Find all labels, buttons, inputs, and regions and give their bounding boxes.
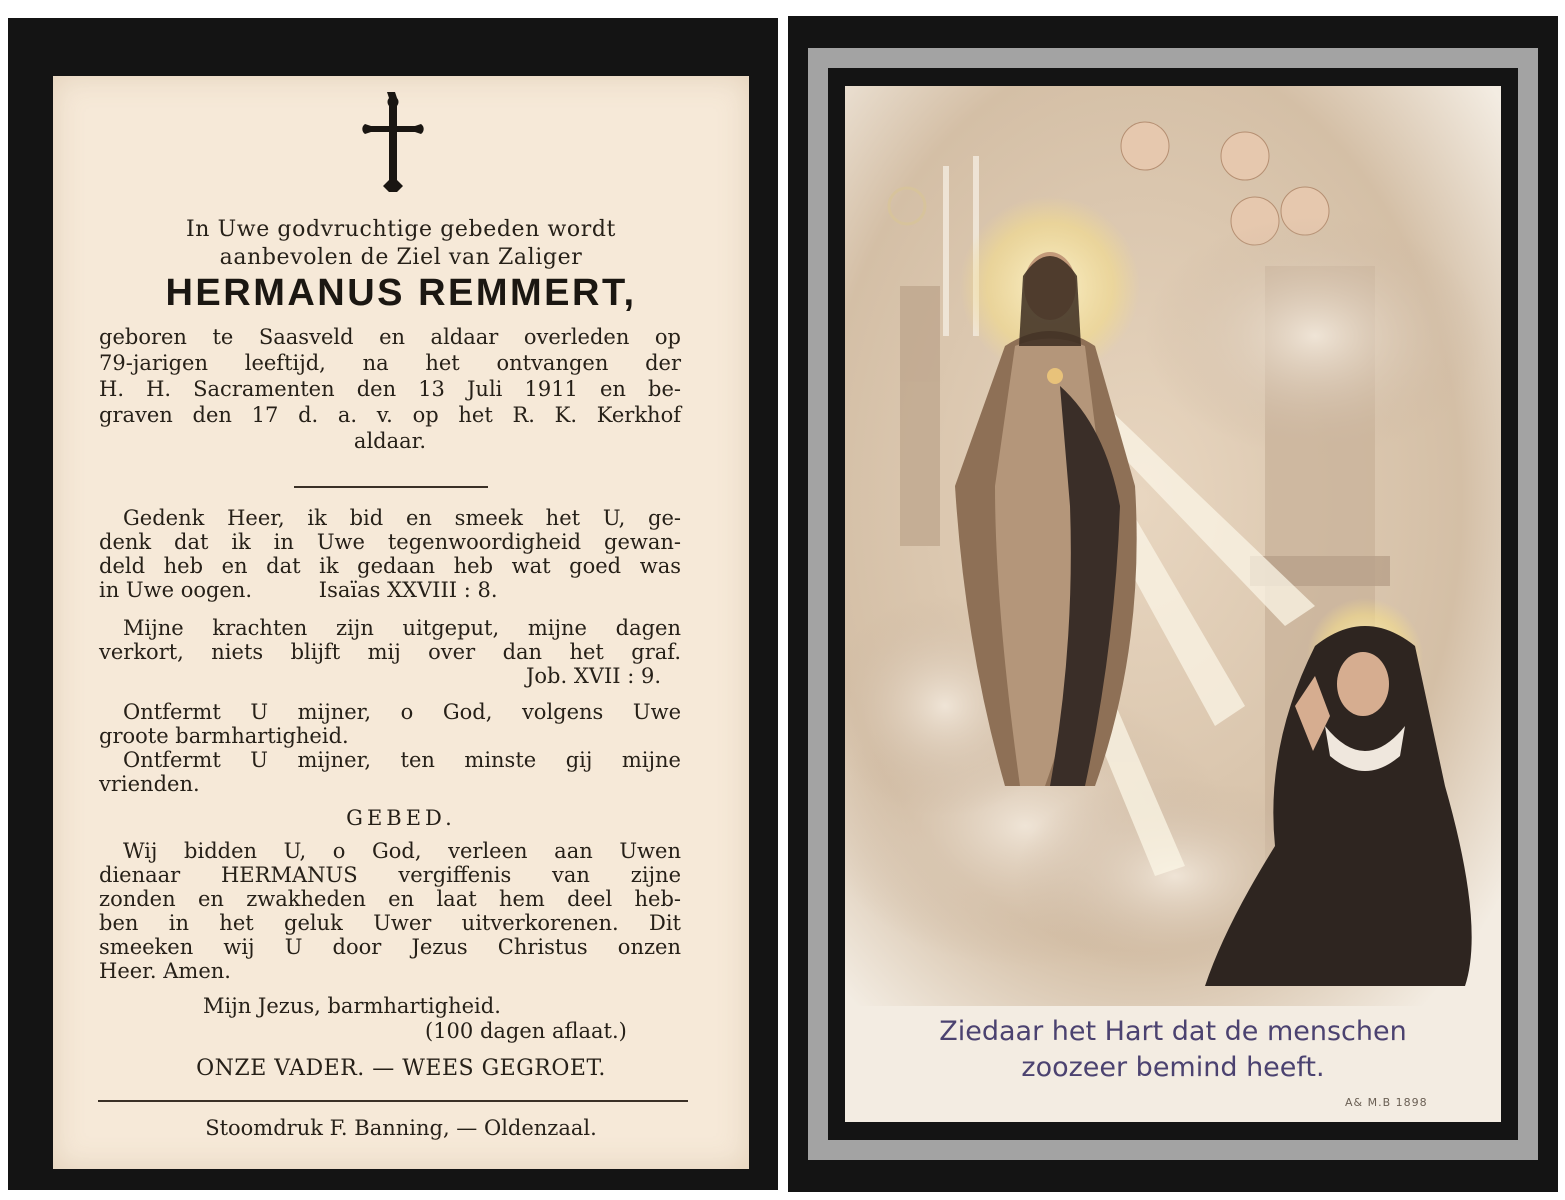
printer-credit: Stoomdruk F. Banning, — Oldenzaal. bbox=[205, 1116, 597, 1140]
caption-line: Ziedaar het Hart dat de menschen bbox=[939, 1016, 1407, 1047]
memorial-card-paper bbox=[53, 76, 749, 1169]
prayer-line: Wij bidden U, o God, verleen aan Uwen bbox=[123, 839, 681, 863]
prayer-line: dienaar HERMANUS vergiffenis van zijne bbox=[99, 863, 681, 887]
bio-line: graven den 17 d. a. v. op het R. K. Kerkhof bbox=[99, 403, 681, 427]
mercy-verses bbox=[99, 700, 681, 796]
prayer-line: zonden en zwakheden en laat hem deel heb- bbox=[99, 887, 681, 911]
devotional-image bbox=[845, 86, 1501, 1122]
sacred-heart-illustration bbox=[845, 86, 1501, 1006]
closing-invocation: Mijn Jezus, barmhartigheid. bbox=[203, 994, 501, 1018]
closing-prayers: ONZE VADER. — WEES GEGROET. bbox=[196, 1056, 606, 1081]
biography bbox=[99, 324, 681, 454]
memorial-card bbox=[8, 18, 778, 1190]
scripture-verse-isaiah bbox=[99, 506, 681, 602]
scripture-verse-job bbox=[99, 616, 681, 688]
verse-reference: Job. XVII : 9. bbox=[525, 664, 661, 688]
intro-line: aanbevolen de Ziel van Zaliger bbox=[219, 245, 583, 270]
publisher-mark: A& M.B 1898 bbox=[1345, 1096, 1428, 1109]
prayer-heading: GEBED. bbox=[346, 806, 456, 830]
verse-line: vrienden. bbox=[99, 772, 200, 796]
black-border bbox=[828, 68, 1518, 1140]
caption-line: zoozeer bemind heeft. bbox=[1021, 1052, 1325, 1083]
verse-line: Ontfermt U mijner, ten minste gij mijne bbox=[123, 748, 681, 772]
verse-line: denk dat ik in Uwe tegenwoordigheid gewan- bbox=[99, 530, 681, 554]
picture-card bbox=[788, 16, 1558, 1192]
divider bbox=[98, 1100, 688, 1102]
verse-line: in Uwe oogen. Isaïas XXVIII : 8. bbox=[99, 578, 498, 602]
prayer-line: smeeken wij U door Jezus Christus onzen bbox=[99, 935, 681, 959]
verse-line: Gedenk Heer, ik bid en smeek het U, ge- bbox=[123, 506, 681, 530]
verse-line: verkort, niets blijft mij over dan het graf. bbox=[99, 640, 681, 664]
prayer-text bbox=[99, 839, 681, 983]
bio-line: aldaar. bbox=[353, 429, 427, 453]
verse-line: groote barmhartigheid. bbox=[99, 724, 349, 748]
prayer-line: ben in het geluk Uwer uitverkorenen. Dit bbox=[99, 911, 681, 935]
cross-icon bbox=[356, 90, 426, 200]
verse-line: Mijne krachten zijn uitgeput, mijne dagen bbox=[123, 616, 681, 640]
prayer-line: Heer. Amen. bbox=[99, 959, 231, 983]
intro-text bbox=[113, 216, 689, 272]
bio-line: H. H. Sacramenten den 13 Juli 1911 en be- bbox=[99, 377, 681, 401]
bio-line: geboren te Saasveld en aldaar overleden op bbox=[99, 325, 681, 349]
silver-border bbox=[808, 48, 1538, 1160]
indulgence-note: (100 dagen aflaat.) bbox=[425, 1019, 627, 1043]
verse-line: deld heb en dat ik gedaan heb wat goed was bbox=[99, 554, 681, 578]
bio-line: 79-jarigen leeftijd, na het ontvangen der bbox=[99, 351, 681, 375]
intro-line: In Uwe godvruchtige gebeden wordt bbox=[185, 217, 616, 242]
deceased-name: HERMANUS REMMERT, bbox=[165, 272, 637, 314]
divider bbox=[294, 486, 488, 488]
verse-line: Ontfermt U mijner, o God, volgens Uwe bbox=[123, 700, 681, 724]
